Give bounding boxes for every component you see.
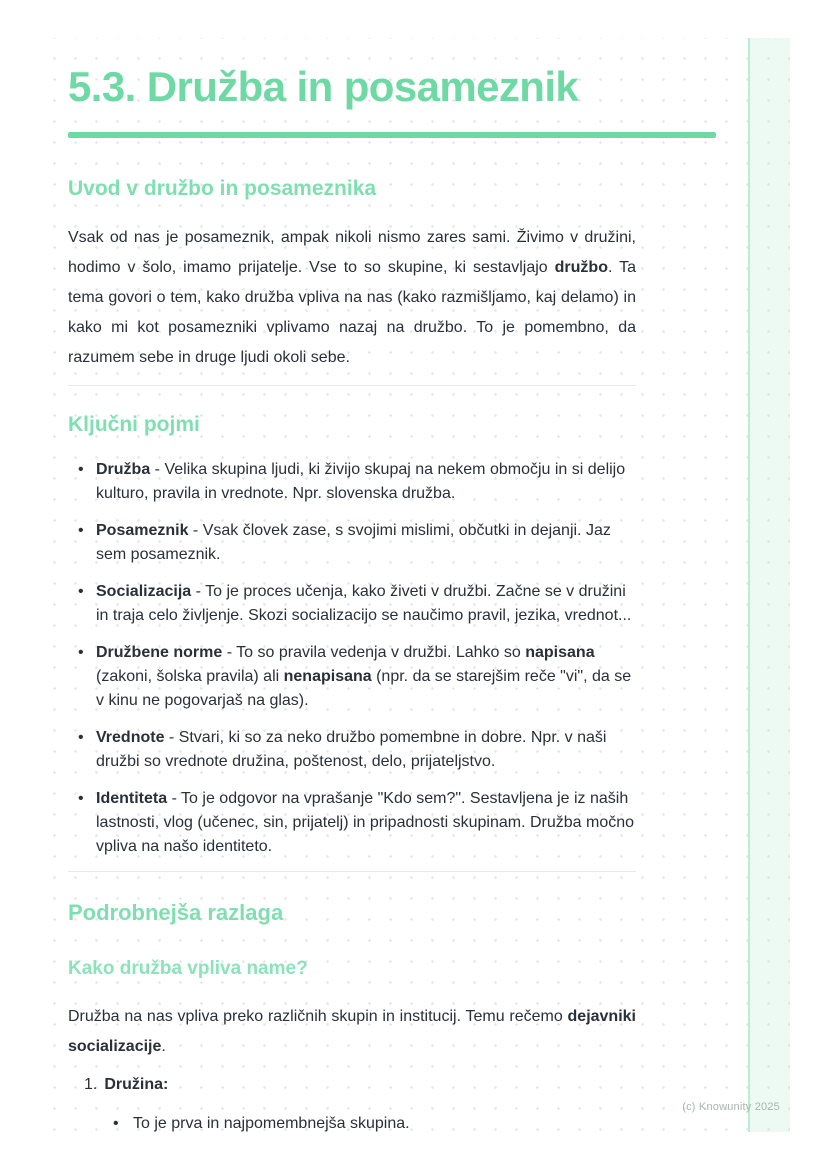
- list-item: • Posameznik - Vsak človek zase, s svojimi mislimi, občutki in dejanji. Jaz sem posameznik.: [68, 519, 636, 567]
- section-heading-key-terms: Ključni pojmi: [68, 413, 200, 436]
- right-accent-band: [748, 38, 790, 1132]
- numbered-item-label: Družina:: [104, 1076, 169, 1093]
- detail-paragraph: Družba na nas vpliva preko različnih skupin in institucij. Temu rečemo dejavniki socializacije.: [68, 1008, 636, 1055]
- list-item: • Družbene norme - To so pravila vedenja v družbi. Lahko so napisana (zakoni, šolska pravila) ali nenapisana (npr. da se starejšim reče "vi", da se v kinu ne pogovarjaš na glas).: [68, 641, 636, 713]
- page-title: 5.3. Družba in posameznik: [68, 63, 579, 110]
- notes-sheet: [36, 38, 790, 1132]
- family-sub-list: [113, 1111, 636, 1136]
- section-heading-intro: Uvod v družbo in posameznika: [68, 177, 377, 200]
- list-item: • To je prva in najpomembnejša skupina.: [113, 1111, 636, 1136]
- list-item: • Družba - Velika skupina ljudi, ki živijo skupaj na nekem območju in si delijo kulturo, pravila in vrednote. Npr. slovenska družba.: [68, 458, 636, 506]
- numbered-item-family: [68, 1072, 636, 1097]
- copyright-footer: (c) Knowunity 2025: [682, 1101, 780, 1113]
- section-heading-detail: Podrobnejša razlaga: [68, 900, 284, 925]
- page-content: [68, 64, 636, 1136]
- subsection-heading-influence: Kako družba vpliva name?: [68, 958, 308, 979]
- list-item: • Identiteta - To je odgovor na vprašanje "Kdo sem?". Sestavljena je iz naših lastnosti, vlog (učenec, sin, prijatelj) in pripadnosti skupinam. Družba močno vpliva na našo identiteto.: [68, 787, 636, 859]
- title-underline: [68, 132, 716, 138]
- key-terms-list: [68, 458, 636, 859]
- numbered-item-index: 1.: [84, 1076, 98, 1093]
- section-divider-1: [68, 385, 636, 386]
- section-divider-2: [68, 871, 636, 872]
- list-item: • Socializacija - To je proces učenja, kako živeti v družbi. Začne se v družini in traja celo življenje. Skozi socializacijo se naučimo pravil, jezika, vrednot...: [68, 580, 636, 628]
- list-item: • Vrednote - Stvari, ki so za neko družbo pomembne in dobre. Npr. v naši družbi so vrednote družina, poštenost, delo, prijateljstvo.: [68, 726, 636, 774]
- intro-paragraph: Vsak od nas je posameznik, ampak nikoli nismo zares sami. Živimo v družini, hodimo v šolo, imamo prijatelje. Vse to so skupine, ki sestavljajo družbo. Ta tema govori o tem, kako družba vpliva na nas (kako razmišljamo, kaj delamo) in kako mi kot posamezniki vplivamo nazaj na družbo. To je pomembno, da razumem sebe in druge ljudi okoli sebe.: [68, 229, 637, 366]
